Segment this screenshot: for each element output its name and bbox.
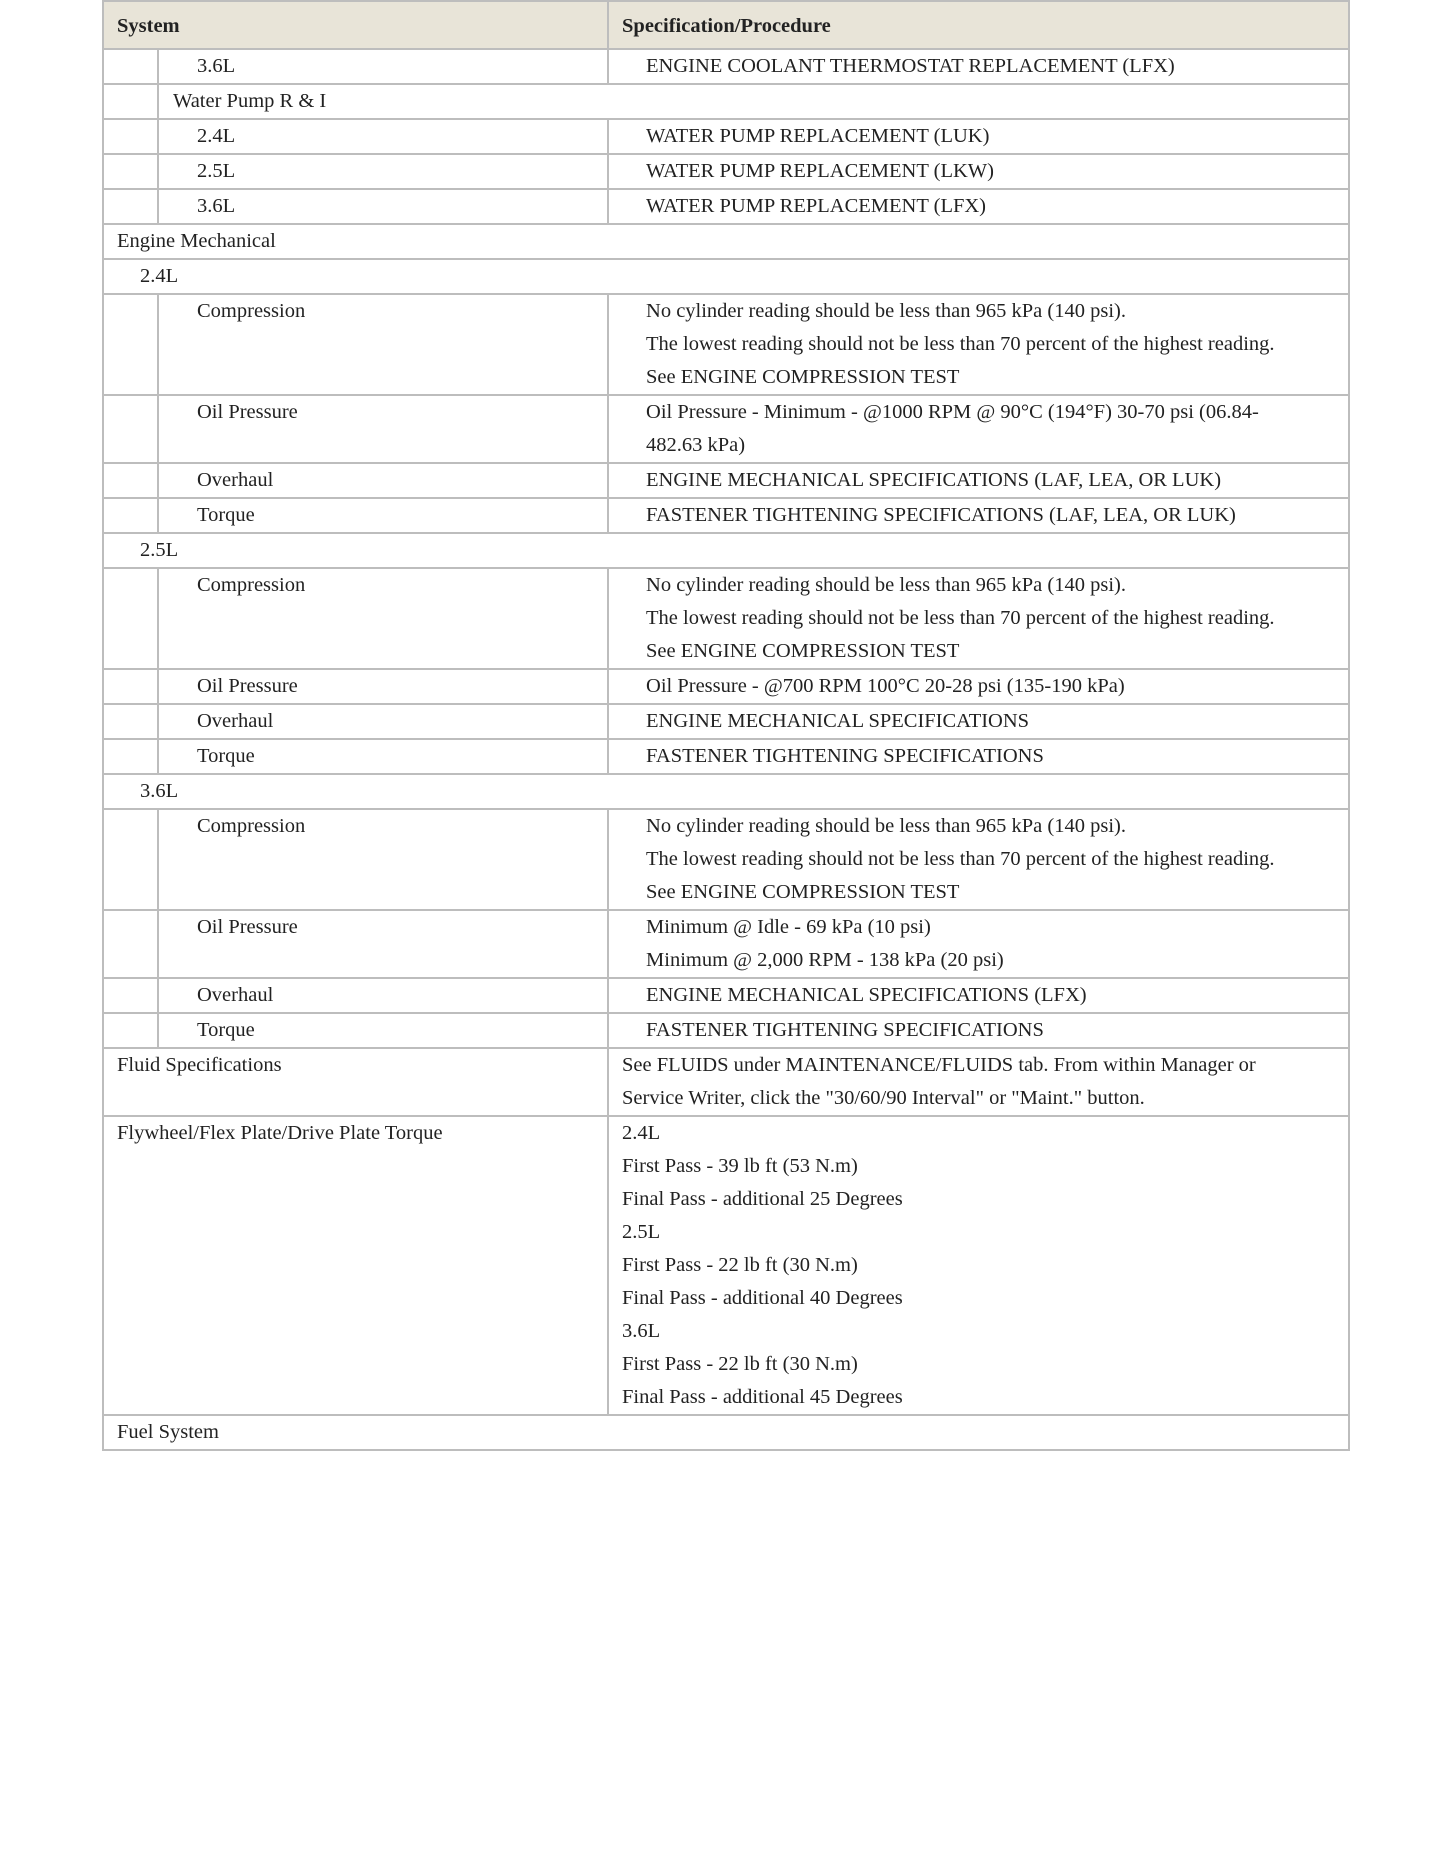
row-spec: WATER PUMP REPLACEMENT (LUK) [608,119,1349,154]
table-row [103,568,1349,669]
engine-group-label: 2.5L [103,533,1349,568]
row-label: 3.6L [158,49,608,84]
row-label: Compression [158,294,608,395]
row-group-label: Water Pump R & I [158,84,1349,119]
spec-line: Final Pass - additional 40 Degrees [622,1287,903,1309]
header-system: System [103,1,608,49]
row-label: Oil Pressure [158,910,608,978]
row-label: Torque [158,1013,608,1048]
row-label: Compression [158,809,608,910]
table-row [103,704,1349,739]
table-row [103,84,1349,119]
indent-cell [103,568,158,669]
row-spec: WATER PUMP REPLACEMENT (LFX) [608,189,1349,224]
table-row [103,1116,1349,1415]
row-spec [608,809,1349,910]
table-row [103,189,1349,224]
row-label: Oil Pressure [158,669,608,704]
row-spec: ENGINE MECHANICAL SPECIFICATIONS (LAF, LEA, OR LUK) [608,463,1349,498]
spec-line: No cylinder reading should be less than 965 kPa (140 psi). [646,574,1126,596]
spec-line: Minimum @ 2,000 RPM - 138 kPa (20 psi) [646,949,1004,971]
spec-line: The lowest reading should not be less than 70 percent of the highest reading. [646,333,1275,355]
table-row [103,910,1349,978]
indent-cell [103,739,158,774]
spec-line: No cylinder reading should be less than 965 kPa (140 psi). [646,300,1126,322]
spec-line: See ENGINE COMPRESSION TEST [646,366,960,388]
indent-cell [103,463,158,498]
table-row [103,978,1349,1013]
spec-line: See ENGINE COMPRESSION TEST [646,881,960,903]
table-row [103,154,1349,189]
row-spec [608,294,1349,395]
indent-cell [103,395,158,463]
table-row [103,259,1349,294]
table-row [103,224,1349,259]
row-spec: ENGINE MECHANICAL SPECIFICATIONS [608,704,1349,739]
table-row [103,809,1349,910]
row-spec: FASTENER TIGHTENING SPECIFICATIONS [608,1013,1349,1048]
spec-line: Final Pass - additional 45 Degrees [622,1386,903,1408]
row-label: Overhaul [158,463,608,498]
row-spec: FASTENER TIGHTENING SPECIFICATIONS [608,739,1349,774]
table-row [103,774,1349,809]
row-spec [608,1116,1349,1415]
specification-table [102,0,1350,1451]
spec-line: 482.63 kPa) [646,434,746,456]
table-row [103,1048,1349,1116]
indent-cell [103,809,158,910]
row-label: Torque [158,498,608,533]
indent-cell [103,704,158,739]
row-spec [608,910,1349,978]
indent-cell [103,978,158,1013]
table-row [103,498,1349,533]
indent-cell [103,189,158,224]
spec-line: The lowest reading should not be less than 70 percent of the highest reading. [646,607,1275,629]
row-label: Overhaul [158,704,608,739]
spec-line: 2.4L [622,1122,661,1144]
row-spec: ENGINE MECHANICAL SPECIFICATIONS (LFX) [608,978,1349,1013]
spec-line: Final Pass - additional 25 Degrees [622,1188,903,1210]
indent-cell [103,49,158,84]
indent-cell [103,669,158,704]
spec-line: Oil Pressure - Minimum - @1000 RPM @ 90°C (194°F) 30-70 psi (06.84- [646,401,1259,423]
row-label: 3.6L [158,189,608,224]
row-label: Fluid Specifications [103,1048,608,1116]
table-row [103,533,1349,568]
section-label-fuel-system: Fuel System [103,1415,1349,1450]
indent-cell [103,119,158,154]
row-label: Compression [158,568,608,669]
spec-line: No cylinder reading should be less than 965 kPa (140 psi). [646,815,1126,837]
engine-group-label: 3.6L [103,774,1349,809]
spec-line: 3.6L [622,1320,661,1342]
spec-line: See FLUIDS under MAINTENANCE/FLUIDS tab. From within Manager or [622,1054,1256,1076]
row-spec [608,395,1349,463]
row-label: 2.5L [158,154,608,189]
indent-cell [103,910,158,978]
spec-line: The lowest reading should not be less than 70 percent of the highest reading. [646,848,1275,870]
spec-line: Minimum @ Idle - 69 kPa (10 psi) [646,916,931,938]
section-label-engine-mechanical: Engine Mechanical [103,224,1349,259]
spec-line: First Pass - 22 lb ft (30 N.m) [622,1353,858,1375]
header-spec: Specification/Procedure [608,1,1349,49]
table-row [103,1415,1349,1450]
spec-line: See ENGINE COMPRESSION TEST [646,640,960,662]
row-label: Oil Pressure [158,395,608,463]
indent-cell [103,154,158,189]
row-label: Overhaul [158,978,608,1013]
indent-cell [103,498,158,533]
table-row [103,1013,1349,1048]
row-label: Torque [158,739,608,774]
spec-line: Service Writer, click the "30/60/90 Interval" or "Maint." button. [622,1087,1145,1109]
row-spec: WATER PUMP REPLACEMENT (LKW) [608,154,1349,189]
row-label: 2.4L [158,119,608,154]
table-header-row [103,1,1349,49]
engine-group-label: 2.4L [103,259,1349,294]
table-row [103,395,1349,463]
indent-cell [103,294,158,395]
row-spec: FASTENER TIGHTENING SPECIFICATIONS (LAF, LEA, OR LUK) [608,498,1349,533]
table-row [103,294,1349,395]
row-spec [608,1048,1349,1116]
table-row [103,49,1349,84]
table-row [103,739,1349,774]
indent-cell [103,84,158,119]
row-label: Flywheel/Flex Plate/Drive Plate Torque [103,1116,608,1415]
spec-line: First Pass - 39 lb ft (53 N.m) [622,1155,858,1177]
table-row [103,669,1349,704]
spec-line: 2.5L [622,1221,661,1243]
row-spec: ENGINE COOLANT THERMOSTAT REPLACEMENT (LFX) [608,49,1349,84]
table-row [103,463,1349,498]
row-spec [608,568,1349,669]
indent-cell [103,1013,158,1048]
table-row [103,119,1349,154]
row-spec: Oil Pressure - @700 RPM 100°C 20-28 psi (135-190 kPa) [608,669,1349,704]
spec-line: First Pass - 22 lb ft (30 N.m) [622,1254,858,1276]
